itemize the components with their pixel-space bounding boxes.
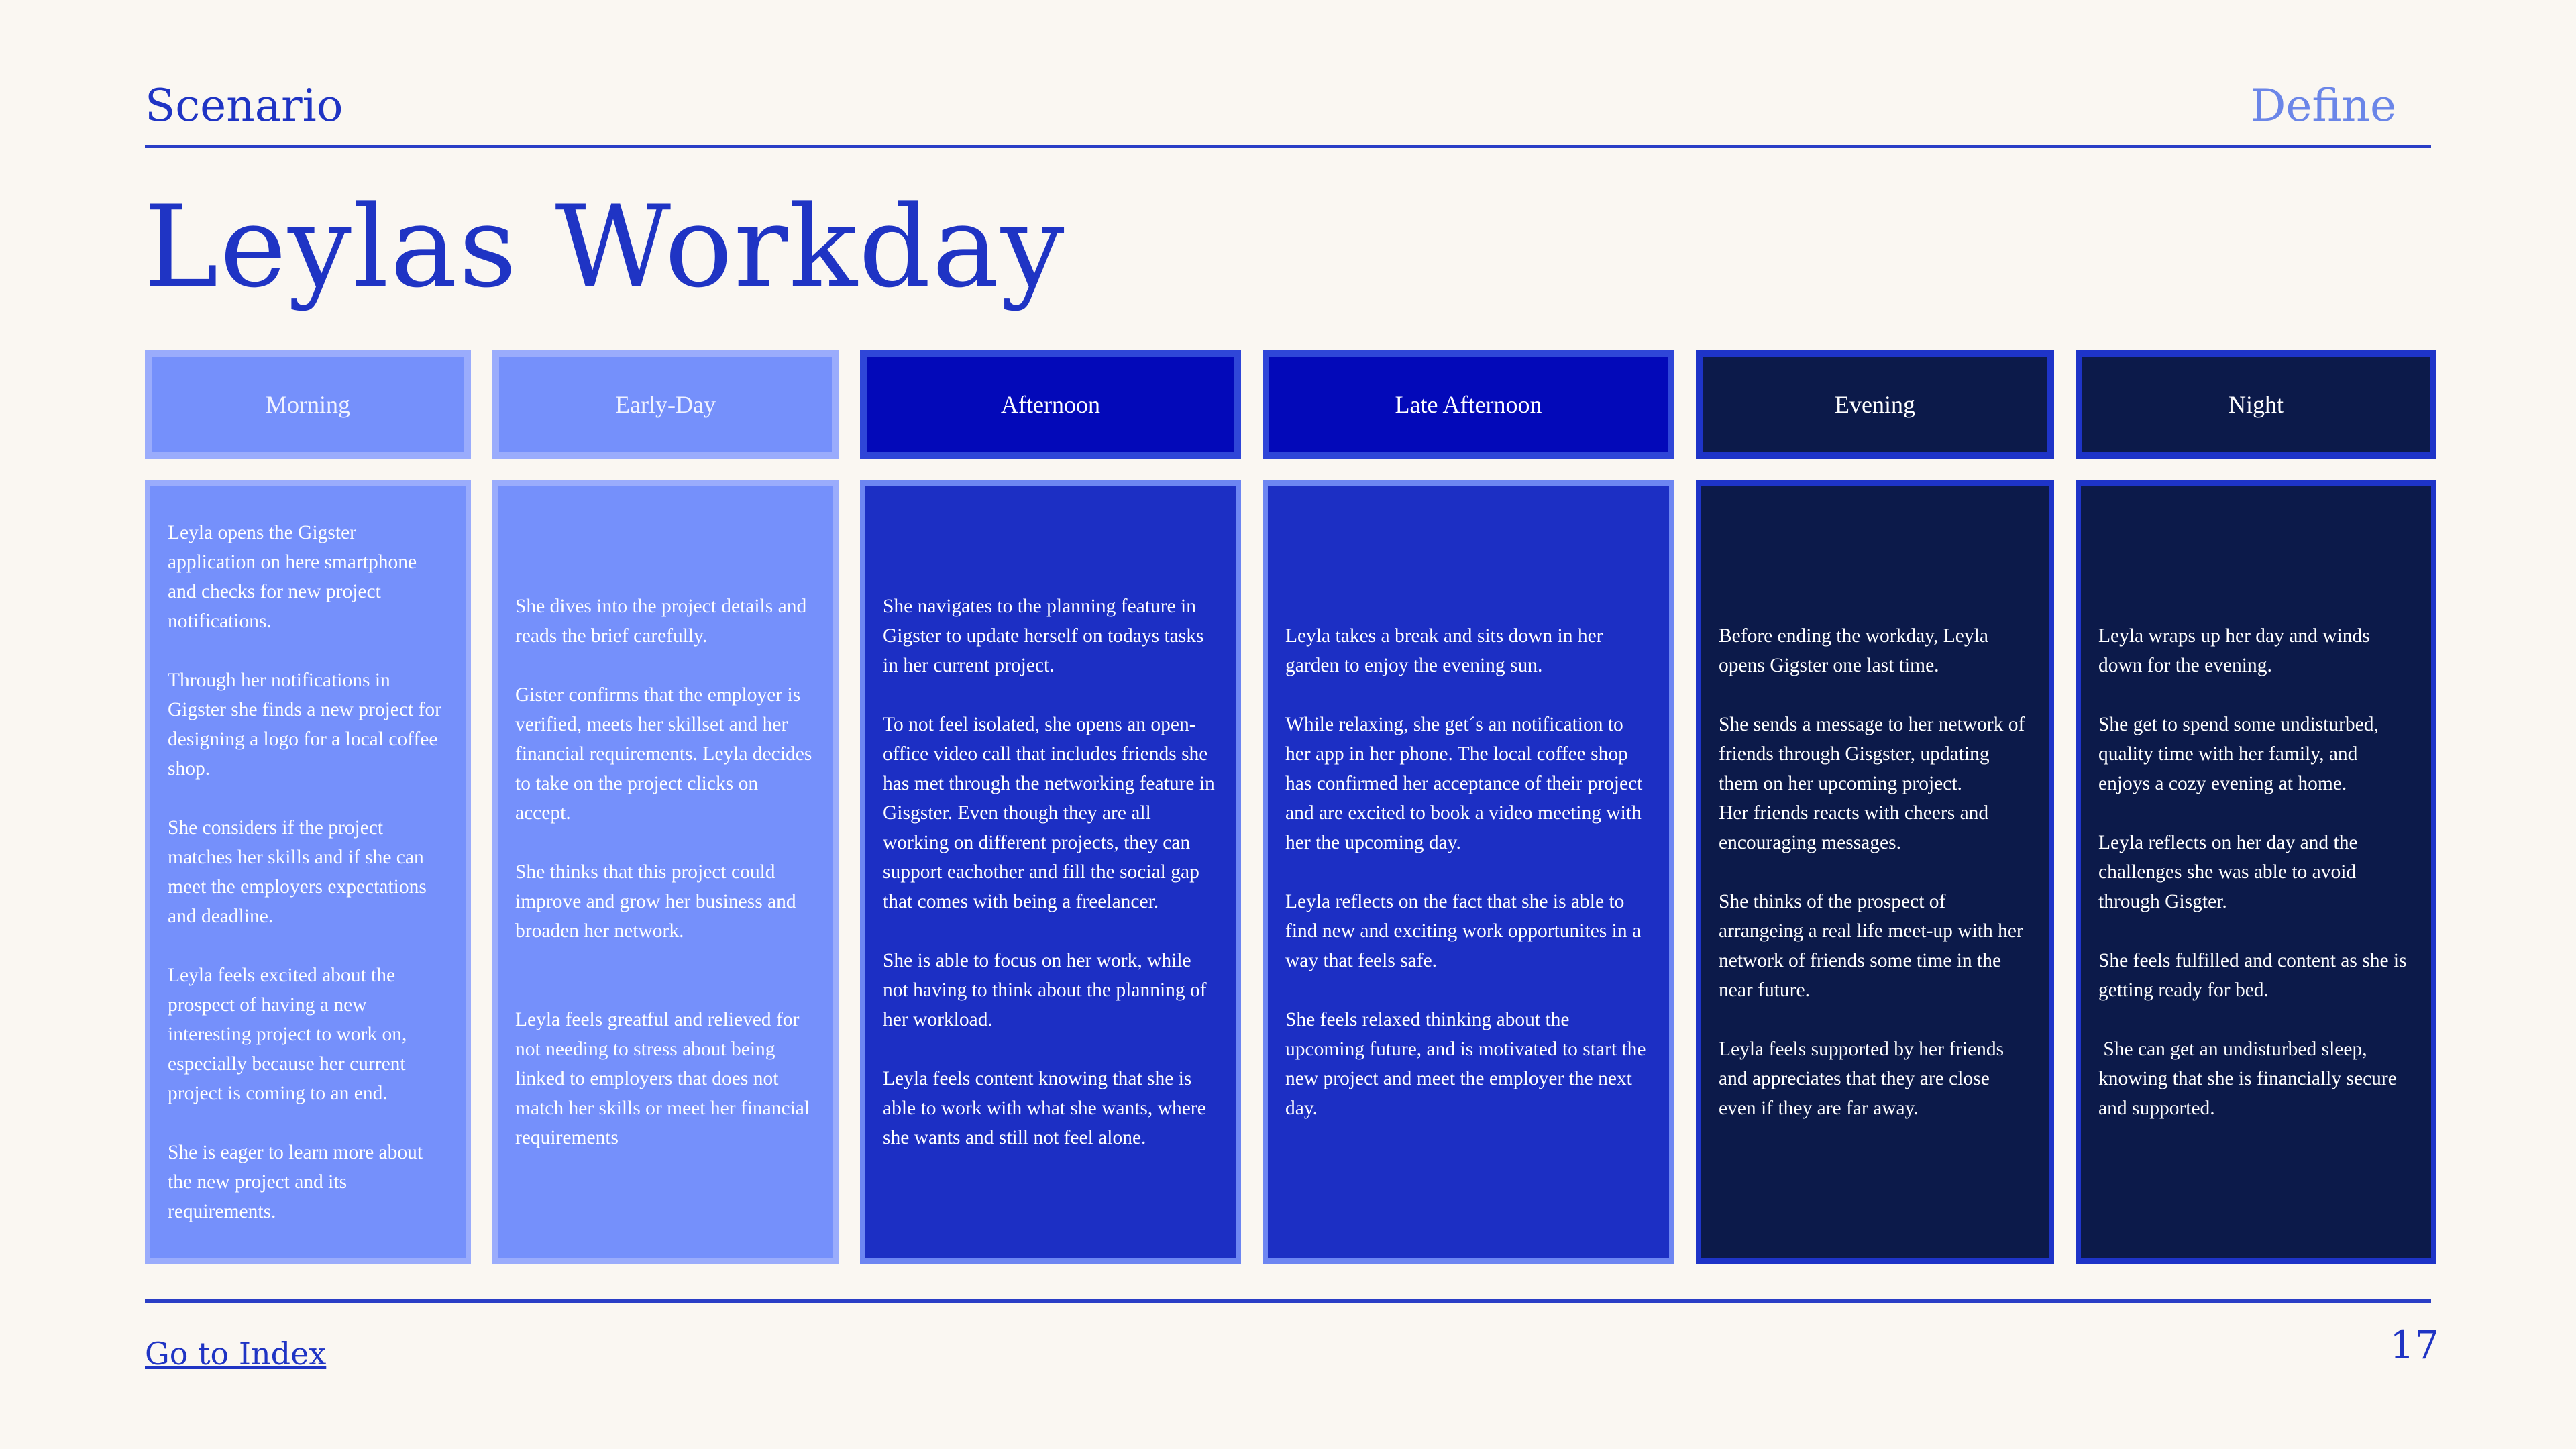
column-text-evening: Before ending the workday, Leyla opens Gigster one last time. She sends a message to her network of friends through Gisgster, updating them on her upcoming project. Her friends reacts with cheers and encouraging messages. She thinks of the prospect of arrangeing a real life meet-up with her network of friends some time in the near future. Leyla feels supported by her friends and appreciates that they are close even if they are far away. (1719, 625, 2025, 1119)
bottom-divider (145, 1299, 2431, 1303)
page-number: 17 (2390, 1322, 2439, 1368)
column-body-late-afternoon (1263, 480, 1674, 1264)
page-title: Leylas Workday (144, 181, 1066, 313)
column-text-morning: Leyla opens the Gigster application on here smartphone and checks for new project notifications. Through her notifications in Gigster she finds a new project for designing a logo for a local coffee shop. She considers if the project matches her skills and if she can meet the employers expectations and deadline. Leyla feels excited about the prospect of having a new interesting project to work on, especially because her current project is coming to an end. She is eager to learn more about the new project and its requirements. (168, 522, 441, 1222)
column-body-early-day (492, 480, 839, 1264)
column-header-late-afternoon: Late Afternoon (1263, 350, 1674, 459)
column-header-morning: Morning (145, 350, 471, 459)
section-label: Scenario (145, 80, 343, 131)
column-header-afternoon: Afternoon (860, 350, 1241, 459)
phase-label: Define (2250, 80, 2396, 131)
column-text-early-day: She dives into the project details and reads the brief carefully. Gister confirms that the employer is verified, meets her skillset and her financial requirements. Leyla decides to take on the project clicks on accept. She thinks that this project could improve and grow her business and broaden her network. Leyla feels greatful and relieved for not needing to stress about being linked to employers that does not match her skills or meet her financial requirements (515, 596, 812, 1148)
top-divider (145, 145, 2431, 148)
go-to-index-link[interactable]: Go to Index (145, 1336, 327, 1372)
column-header-night: Night (2076, 350, 2436, 459)
column-header-evening: Evening (1696, 350, 2054, 459)
column-header-early-day: Early-Day (492, 350, 839, 459)
column-text-afternoon: She navigates to the planning feature in Gigster to update herself on todays tasks in her current project. To not feel isolated, she opens an open-office video call that includes friends she has met through the networking feature in Gisgster. Even though they are all working on different projects, they can support eachother and fill the social gap that comes with being a freelancer. She is able to focus on her work, while not having to think about the planning of her workload. Leyla feels content knowing that she is able to work with what she wants, where she wants and still not feel alone. (883, 596, 1215, 1148)
column-body-night (2076, 480, 2436, 1264)
column-body-morning (145, 480, 471, 1264)
column-body-afternoon (860, 480, 1241, 1264)
column-text-late-afternoon: Leyla takes a break and sits down in her garden to enjoy the evening sun. While relaxing, she get´s an notification to her app in her phone. The local coffee shop has confirmed her acceptance of their project and are excited to book a video meeting with her the upcoming day. Leyla reflects on the fact that she is able to find new and exciting work opportunites in a way that feels safe. She feels relaxed thinking about the upcoming future, and is motivated to start the new project and meet the employer the next day. (1285, 625, 1646, 1119)
column-body-evening (1696, 480, 2054, 1264)
column-text-night: Leyla wraps up her day and winds down for the evening. She get to spend some undisturbed, quality time with her family, and enjoys a cozy evening at home. Leyla reflects on her day and the challenges she was able to avoid through Gisgter. She feels fulfilled and content as she is getting ready for bed. She can get an undisturbed sleep, knowing that she is financially secure and supported. (2098, 625, 2407, 1119)
